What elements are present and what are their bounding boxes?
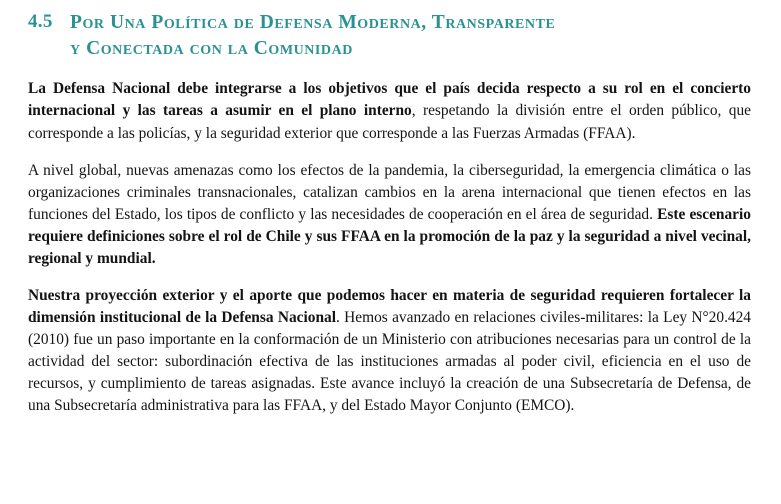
section-title (70, 10, 751, 61)
paragraph-3 (28, 285, 751, 417)
paragraph-2-part-2: Este escenario requiere definiciones sobre el rol de Chile y sus FFAA en la promoción de la paz y la seguridad a nivel vecinal, regional y mundial. (28, 205, 751, 267)
section-title-line-2: y Conectada con la Comunidad (70, 37, 353, 59)
section-heading (28, 10, 751, 61)
paragraph-1-part-2: , respetando la división entre el orden público, que corresponde a las policías, y la seguridad exterior que corresponde a las Fuerzas Armadas (FFAA). (28, 102, 751, 142)
paragraph-2 (28, 160, 751, 270)
paragraph-2-part-1: A nivel global, nuevas amenazas como los efectos de la pandemia, la ciberseguridad, la emergencia climática o las organizaciones criminales transnacionales, catalizan cambios en la arena internacional que tienen efectos en las funciones del Estado, los tipos de conflicto y las necesidades de cooperación en el área de seguridad. (28, 161, 751, 223)
paragraph-1-part-1: La Defensa Nacional debe integrarse a los objetivos que el país decida respecto a su rol en el concierto internacional y las tareas a asumir en el plano interno (28, 80, 751, 120)
section-title-line-1: Por Una Política de Defensa Moderna, Transparente (70, 12, 556, 33)
paragraph-3-part-2: . Hemos avanzado en relaciones civiles-militares: la Ley N°20.424 (2010) fue un paso importante en la conformación de un Ministerio con atribuciones necesarias para un control de la actividad del sector: subordinación efectiva de las instituciones armadas al poder civil, eficiencia en el uso de recursos, y cumplimiento de tareas asignadas. Este avance incluyó la creación de una Subsecretaría de Defensa, de una Subsecretaría administrativa para las FFAA, y del Estado Mayor Conjunto (EMCO). (28, 308, 751, 414)
section-number: 4.5 (28, 11, 53, 32)
body-text (28, 78, 751, 416)
paragraph-1 (28, 78, 751, 144)
paragraph-3-part-1: Nuestra proyección exterior y el aporte que podemos hacer en materia de seguridad requieren fortalecer la dimensión institucional de la Defensa Nacional (28, 286, 751, 326)
